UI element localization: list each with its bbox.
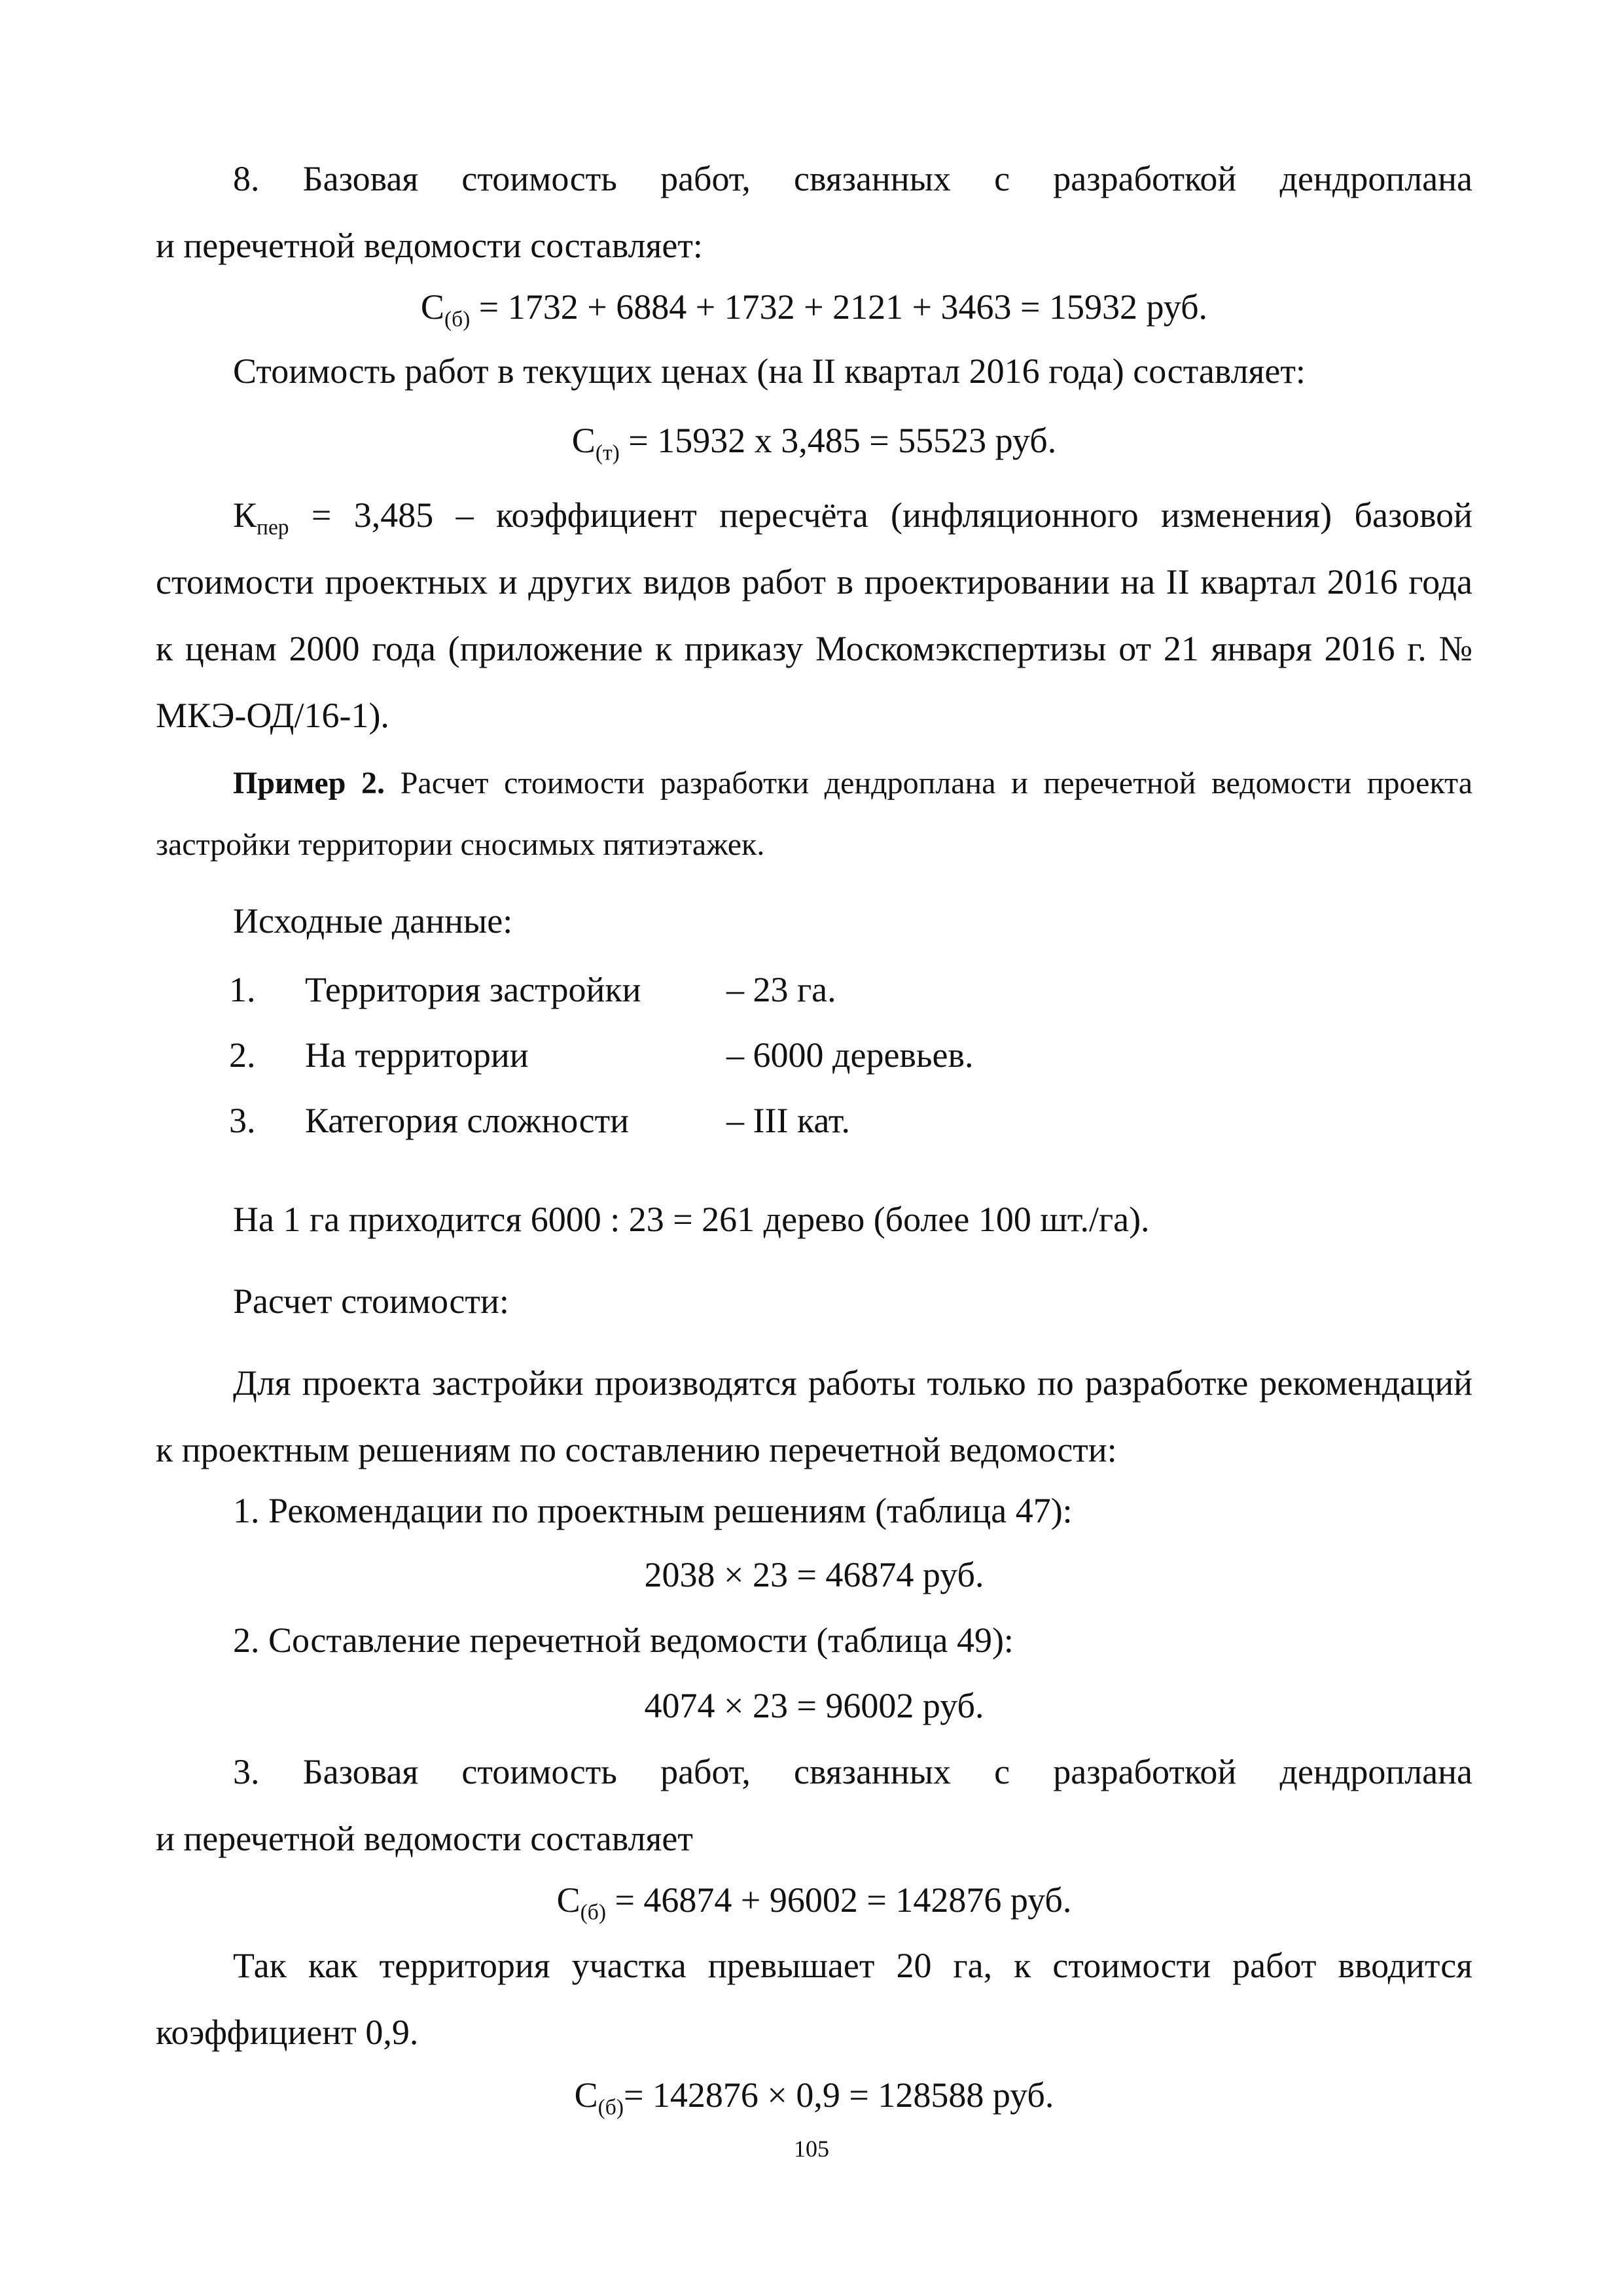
formula-list: 4074 × 23 = 96002 руб.: [644, 1686, 984, 1725]
page-number: 105: [794, 2136, 829, 2162]
example-2-paragraph: Пример 2. Расчет стоимости разработки дендроплана и перечетной ведомости проекта застройки территории сносимых пятиэтажек.: [156, 766, 1473, 862]
territory-paragraph: Так как территория участка превышает 20 га, к стоимости работ вводится коэффициент 0,9.: [156, 1946, 1472, 2052]
formula-current-cost: $С_{(т)} = 15932$ x 3,485 = 55523 руб.: [571, 421, 1057, 465]
current-prices-text: Стоимость работ в текущих ценах (на II квартал 2016 года) составляет:: [233, 351, 1306, 391]
formula-base-cost-2: $С_{(б)} = 46874 + 96002 = 142876$ руб.: [556, 1880, 1072, 1925]
calc-heading: Расчет стоимости:: [233, 1282, 509, 1321]
list-item-3-value: – III кат.: [726, 1101, 850, 1140]
formula-base-cost: $С_{(б)} = 1732 + 6884 + 1732 + 2121 + 3463 = 15932$ руб.: [420, 287, 1208, 332]
list-item-3-num: 3.: [229, 1101, 256, 1140]
example-2-label: Пример 2.: [233, 766, 385, 800]
paragraph-8-line1: 8. Базовая стоимость работ, связанных с разработкой дендроплана: [233, 159, 1472, 198]
list-item-3-name: Категория сложности: [305, 1101, 630, 1140]
list-item-2-value: – 6000 деревьев.: [726, 1035, 974, 1075]
formula-final-cost: $С_{(б)}= 142876 \times 0,9 = 128588$ руб.: [574, 2075, 1054, 2120]
trees-per-ha-text: На 1 га приходится 6000 : 23 = 261 дерево (более 100 шт./га).: [233, 1200, 1150, 1239]
formula-recommendations: 2038 × 23 = 46874 руб.: [644, 1555, 984, 1594]
paragraph-8: [156, 145, 1472, 279]
list-item-1-value: – 23 га.: [726, 970, 836, 1009]
paragraph-3: 3. Базовая стоимость работ, связанных с разработкой дендроплана и перечетной ведомости составляет: [156, 1752, 1472, 1858]
paragraph-8-line2: и перечетной ведомости составляет:: [156, 226, 703, 265]
kper-paragraph: $К_{пер} = 3,485$ – коэффициент пересчёта (инфляционного изменения) базовой стоимости проектных и других видов работ в проектировании на II квартал 2016 года к ценам 2000 года (приложение к приказу Москомэкспертизы от 21 января 2016 г. № МКЭ-ОД/16-1).: [156, 495, 1472, 735]
recommendations-2: 2. Составление перечетной ведомости (таблица 49):: [233, 1621, 1014, 1660]
list-item-2-num: 2.: [229, 1035, 256, 1075]
recommendations-1: 1. Рекомендации по проектным решениям (таблица 47):: [233, 1491, 1073, 1530]
list-item-2-name: На территории: [305, 1035, 529, 1075]
list-item-1-name: Территория застройки: [305, 970, 641, 1009]
list-item-1-num: 1.: [229, 970, 256, 1009]
initial-data-heading: Исходные данные:: [233, 901, 513, 941]
project-paragraph: Для проекта застройки производятся работы только по разработке рекомендаций к проектным решениям по составлению перечетной ведомости:: [156, 1363, 1472, 1469]
